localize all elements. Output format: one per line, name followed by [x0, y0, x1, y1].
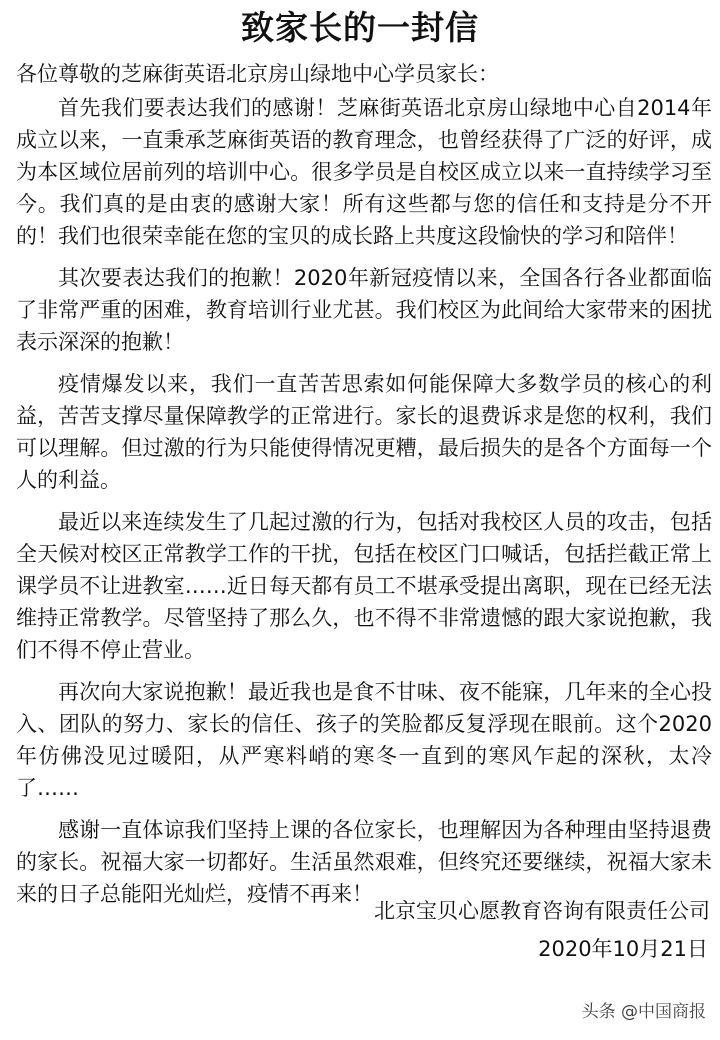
- salutation: 各位尊敬的芝麻街英语北京房山绿地中心学员家长：: [16, 62, 499, 86]
- paragraph-reflection: 再次向大家说抱歉！最近我也是食不甘味、夜不能寐，几年来的全心投入、团队的努力、家长的信任、孩子的笑脸都反复浮现在眼前。这个2020年仿佛没见过暖阳，从严寒料峭的寒冬一直到的寒风乍起的深秋，太冷了……: [16, 680, 712, 800]
- letter-title: 致家长的一封信: [241, 8, 479, 47]
- paragraph-closing: 感谢一直体谅我们坚持上课的各位家长，也理解因为各种理由坚持退费的家长。祝福大家一切都好。生活虽然艰难，但终究还要继续，祝福大家未来的日子总能阳光灿烂，疫情不再来！: [16, 818, 712, 906]
- watermark-text: 头条 @中国商报: [581, 1002, 706, 1022]
- signature-company: 北京宝贝心愿教育咨询有限责任公司: [374, 899, 710, 923]
- paragraph-apology: 其次要表达我们的抱歉！2020年新冠疫情以来，全国各行各业都面临了非常严重的困难，教育培训行业尤甚。我们校区为此间给大家带来的困扰表示深深的抱歉！: [16, 266, 712, 354]
- letter-body: [16, 92, 712, 920]
- signature-date: 2020年10月21日: [538, 937, 708, 961]
- paragraph-thanks: 首先我们要表达我们的感谢！芝麻街英语北京房山绿地中心自2014年成立以来，一直秉承芝麻街英语的教育理念，也曾经获得了广泛的好评，成为本区域位居前列的培训中心。很多学员是自校区成立以来一直持续学习至今。我们真的是由衷的感谢大家！所有这些都与您的信任和支持是分不开的！我们也很荣幸能在您的宝贝的成长路上共度这段愉快的学习和陪伴！: [16, 96, 712, 248]
- paragraph-incidents: 最近以来连续发生了几起过激的行为，包括对我校区人员的攻击，包括全天候对校区正常教学工作的干扰，包括在校区门口喊话，包括拦截正常上课学员不让进教室……近日每天都有员工不堪承受提出离职，现在已经无法维持正常教学。尽管坚持了那么久，也不得不非常遗憾的跟大家说抱歉，我们不得不停止营业。: [16, 510, 712, 662]
- paragraph-pandemic: 疫情爆发以来，我们一直苦苦思索如何能保障大多数学员的核心的利益，苦苦支撑尽量保障教学的正常进行。家长的退费诉求是您的权利，我们可以理解。但过激的行为只能使得情况更糟，最后损失的是各个方面每一个人的利益。: [16, 372, 712, 492]
